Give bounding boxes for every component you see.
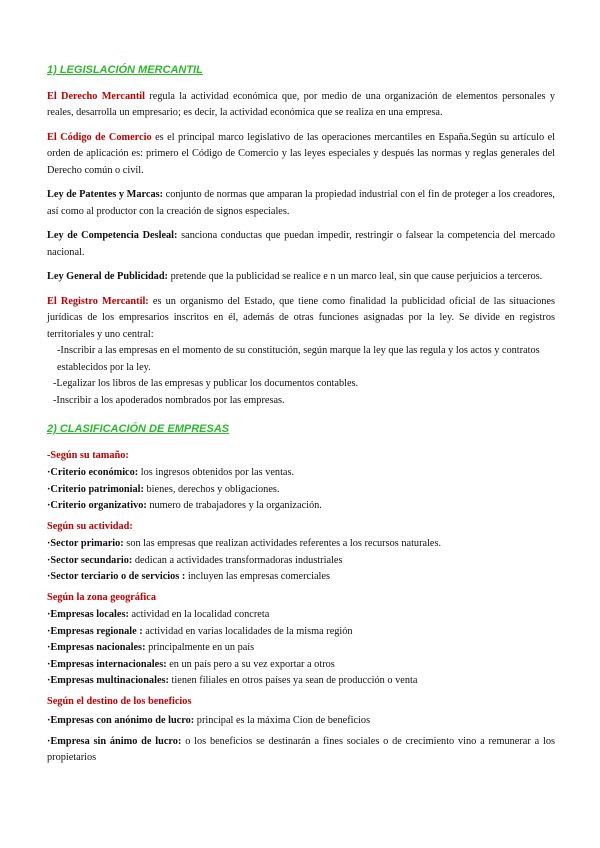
item-term: ·Sector secundario: (47, 554, 133, 566)
list-item (47, 465, 555, 482)
paragraph-codigo-comercio (47, 130, 555, 180)
registro-list-item: -Inscribir a los apoderados nombrados por las empresas. (53, 394, 285, 406)
item-text: dedican a actividades transformadoras industriales (132, 554, 343, 566)
paragraph-registro-mercantil (47, 294, 555, 344)
registro-list-item: -Legalizar los libros de las empresas y publicar los documentos contables. (53, 378, 359, 389)
list-item (47, 607, 555, 624)
item-term: ·Criterio patrimonial: (47, 483, 144, 495)
item-text: actividad en varias localidades de la misma región (142, 625, 353, 637)
item-term: ·Sector primario: (47, 538, 124, 549)
item-term: ·Empresas locales: (47, 609, 129, 620)
item-term: ·Empresas multinacionales: (47, 675, 169, 686)
item-term: ·Criterio económico: (47, 467, 139, 478)
list-item (47, 734, 555, 767)
item-term: ·Criterio organizativo: (47, 500, 147, 511)
item-text: principalmente en un país (145, 642, 255, 653)
group-heading: -Según su tamaño: (47, 449, 129, 461)
list-item (47, 673, 555, 690)
registro-list-item: -Inscribir a las empresas en el momento de su constitución, según marque la ley que las regula y los actos y contratos establecidos por la ley. (57, 345, 540, 373)
item-text: o los beneficios se destinarán a fines sociales o de crecimiento vino a remunerar a los propietarios (47, 735, 555, 763)
section-title-clasificacion: 2) CLASIFICACIÓN DE EMPRESAS (47, 423, 230, 435)
item-term: ·Empresas regionale : (47, 625, 143, 637)
list-item (47, 498, 555, 515)
paragraph-ley-publicidad (47, 269, 555, 286)
item-text: tienen filiales en otros países ya sean de producción o venta (168, 675, 418, 686)
term-derecho-mercantil: El Derecho Mercantil (47, 90, 145, 102)
item-text: bienes, derechos y obligaciones. (143, 483, 280, 495)
term-ley-publicidad: Ley General de Publicidad: (47, 271, 168, 282)
document-page (47, 62, 555, 767)
paragraph-ley-patentes (47, 187, 555, 220)
item-term: ·Sector terciario o de servicios : (47, 571, 186, 582)
item-text: en un país pero a su vez exportar a otros (166, 658, 335, 670)
list-item (47, 569, 555, 586)
list-item (47, 657, 555, 674)
text-ley-publicidad: pretende que la publicidad se realice e n un marco leal, sin que cause perjuicios a terceros. (168, 271, 543, 282)
item-text: principal es la máxima Cion de beneficios (194, 715, 371, 726)
group-heading: Según su actividad: (47, 520, 133, 532)
item-text: son las empresas que realizan actividades referentes a los recursos naturales. (123, 538, 442, 549)
list-item (47, 624, 555, 641)
item-term: ·Empresas nacionales: (47, 642, 146, 653)
term-ley-competencia: Ley de Competencia Desleal: (47, 230, 178, 241)
term-registro-mercantil: El Registro Mercantil: (47, 295, 149, 307)
item-term: ·Empresa sin ánimo de lucro: (47, 735, 182, 747)
group-zona-geografica (47, 590, 555, 690)
list-item (47, 482, 555, 499)
list-item (47, 553, 555, 570)
list-item (47, 536, 555, 553)
text-ley-competencia: sanciona conductas que puedan impedir, restringir o falsear la competencia del mercado nacional. (47, 230, 555, 258)
section-title-legislacion: 1) LEGISLACIÓN MERCANTIL (47, 64, 203, 76)
item-text: incluyen las empresas comerciales (185, 571, 330, 582)
term-ley-patentes: Ley de Patentes y Marcas: (47, 189, 164, 200)
text-ley-patentes: conjunto de normas que amparan la propiedad industrial con el fin de proteger a los creadores, así como al productor con la creación de signos especiales. (47, 189, 555, 217)
list-item (47, 640, 555, 657)
group-heading: Según el destino de los beneficios (47, 695, 192, 707)
item-text: los ingresos obtenidos por las ventas. (138, 467, 295, 478)
term-codigo-comercio: El Código de Comercio (47, 131, 152, 143)
text-registro-mercantil: es un organismo del Estado, que tiene como finalidad la publicidad oficial de las situaciones jurídicas de los empresarios inscritos en él, además de otras funciones asignadas por la ley. Se divide en registros territoriales y uno central: (47, 295, 555, 340)
item-text: numero de trabajadores y la organización. (146, 500, 322, 511)
text-derecho-mercantil: regula la actividad económica que, por medio de una organización de elementos personales y reales, desarrolla un empresario; es decir, la actividad económica que se realiza en una empresa. (47, 90, 555, 118)
list-item (47, 713, 555, 730)
group-actividad (47, 519, 555, 586)
paragraph-ley-competencia (47, 228, 555, 261)
group-destino-beneficios (47, 694, 555, 767)
group-heading: Según la zona geográfica (47, 591, 156, 603)
group-tamano (47, 448, 555, 515)
item-term: ·Empresas con anónimo de lucro: (47, 715, 195, 726)
item-text: actividad en la localidad concreta (128, 609, 270, 620)
item-term: ·Empresas internacionales: (47, 658, 167, 670)
paragraph-derecho-mercantil (47, 89, 555, 122)
text-codigo-comercio: es el principal marco legislativo de las operaciones mercantiles en España.Según su artículo el orden de aplicación es: primero el Código de Comercio y las leyes especiales y después las normas y reglas generales del Derecho común o civil. (47, 131, 556, 176)
